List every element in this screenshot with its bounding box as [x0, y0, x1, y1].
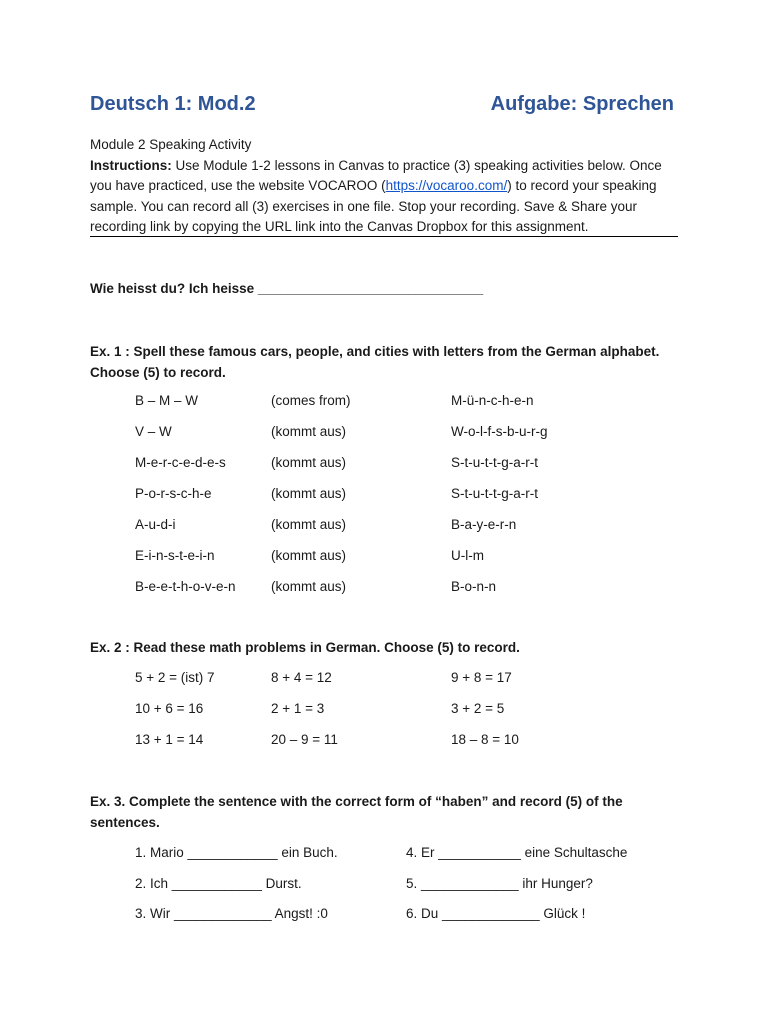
ex1-cell: A-u-d-i	[135, 517, 176, 532]
instructions-paragraph	[90, 156, 678, 238]
ex1-cell: (kommt aus)	[271, 517, 347, 532]
ex2-cell: 10 + 6 = 16	[135, 701, 204, 716]
ex1-cell: W-o-l-f-s-b-u-r-g	[451, 424, 548, 439]
ex1-cell: S-t-u-t-t-g-a-r-t	[451, 486, 538, 501]
horizontal-rule	[90, 236, 678, 237]
ex2-row	[135, 732, 675, 752]
ex1-cell: (kommt aus)	[271, 424, 347, 439]
ex1-cell: (kommt aus)	[271, 579, 347, 594]
ex3-heading: Ex. 3. Complete the sentence with the correct form of “haben” and record (5) of the sentences.	[90, 794, 623, 830]
ex1-cell: V – W	[135, 424, 172, 439]
ex2-cell: 13 + 1 = 14	[135, 732, 204, 747]
ex1-cell: B-a-y-e-r-n	[451, 517, 517, 532]
ex1-cell: B-e-e-t-h-o-v-e-n	[135, 579, 236, 594]
ex1-cell: M-e-r-c-e-d-e-s	[135, 455, 226, 470]
ex3-cell: 3. Wir _____________ Angst! :0	[135, 906, 328, 921]
ex2-cell: 8 + 4 = 12	[271, 670, 332, 685]
ex3-row	[135, 906, 675, 926]
ex1-row	[135, 455, 675, 475]
name-prompt: Wie heisst du? Ich heisse ______________________________	[90, 281, 484, 296]
ex2-heading: Ex. 2 : Read these math problems in German. Choose (5) to record.	[90, 640, 520, 655]
ex1-cell: B-o-n-n	[451, 579, 497, 594]
intro-section	[90, 135, 678, 238]
ex1-cell: (kommt aus)	[271, 548, 347, 563]
course-title: Deutsch 1: Mod.2	[90, 93, 256, 115]
ex3-cell: 5. _____________ ihr Hunger?	[406, 875, 593, 891]
ex2-cell: 2 + 1 = 3	[271, 701, 325, 716]
ex3-row	[135, 876, 675, 896]
activity-subtitle: Module 2 Speaking Activity	[90, 137, 252, 152]
ex2-cell: 20 – 9 = 11	[271, 732, 338, 747]
ex3-cell: 2. Ich ____________ Durst.	[135, 875, 302, 891]
ex1-row	[135, 517, 675, 537]
ex1-cell: U-l-m	[451, 548, 484, 563]
page-header	[90, 93, 678, 123]
ex2-cell: 3 + 2 = 5	[451, 701, 505, 716]
ex2-cell: 9 + 8 = 17	[451, 670, 512, 685]
ex1-heading: Ex. 1 : Spell these famous cars, people, and cities with letters from the German alphabet. Choose (5) to record.	[90, 344, 660, 380]
ex1-row	[135, 486, 675, 506]
instructions-label: Instructions:	[90, 157, 172, 173]
ex2-row	[135, 670, 675, 690]
ex1-cell: (comes from)	[271, 393, 351, 408]
vocaroo-link[interactable]: https://vocaroo.com/	[385, 178, 508, 193]
ex3-cell: 4. Er ___________ eine Schultasche	[406, 845, 628, 860]
ex1-row	[135, 548, 675, 568]
ex1-row	[135, 393, 675, 413]
ex1-cell: P-o-r-s-c-h-e	[135, 486, 212, 501]
ex1-cell: M-ü-n-c-h-e-n	[451, 393, 534, 408]
ex3-cell: 6. Du _____________ Glück !	[406, 906, 586, 921]
ex1-cell: E-i-n-s-t-e-i-n	[135, 548, 215, 563]
ex2-cell: 18 – 8 = 10	[451, 732, 519, 747]
ex1-cell: (kommt aus)	[271, 486, 347, 501]
ex1-cell: (kommt aus)	[271, 455, 347, 470]
ex1-cell: S-t-u-t-t-g-a-r-t	[451, 455, 538, 470]
ex2-cell: 5 + 2 = (ist) 7	[135, 670, 215, 685]
ex3-cell: 1. Mario ____________ ein Buch.	[135, 845, 338, 860]
ex2-row	[135, 701, 675, 721]
instructions-text-2: ) to record your speaking sample. You can record all (3) exercises in one file. Stop your recording. Save & Share your recording link by copying the URL link into the Canvas Dropbox for this assignment.	[90, 178, 657, 234]
ex1-row	[135, 424, 675, 444]
instructions-text-1: Use Module 1-2 lessons in Canvas to practice (3) speaking activities below. Once you have practiced, use the website VOCAROO (	[90, 157, 662, 193]
ex3-row	[135, 845, 675, 865]
assignment-title: Aufgabe: Sprechen	[490, 93, 674, 115]
ex1-row	[135, 579, 675, 599]
ex1-cell: B – M – W	[135, 393, 199, 408]
